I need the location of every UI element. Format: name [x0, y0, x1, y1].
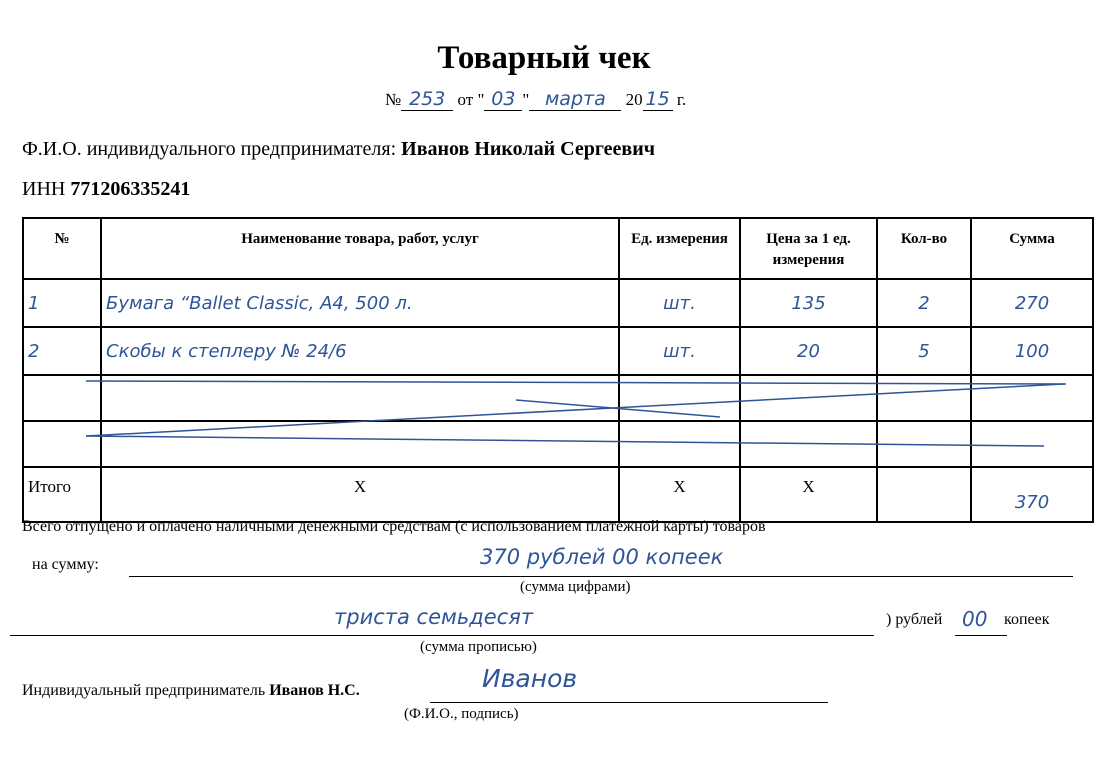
receipt-day: 03 — [491, 88, 516, 110]
rubles-label: ) рублей — [886, 611, 943, 628]
sum-words-line — [10, 635, 874, 636]
signer-name: Иванов Н.С. — [269, 682, 360, 699]
row-unit: шт. — [619, 327, 740, 375]
total-name: X — [101, 467, 619, 522]
signature: Иванов — [482, 664, 578, 693]
sum-words: триста семьдесят — [334, 605, 534, 629]
kopecks-line — [955, 635, 1007, 636]
year-prefix: 20 — [625, 90, 643, 109]
kopecks-value: 00 — [962, 607, 988, 631]
inn-value: 771206335241 — [70, 178, 191, 200]
sum-label: на сумму: — [32, 556, 99, 573]
header-sum: Сумма — [971, 218, 1093, 279]
row-sum: 100 — [971, 327, 1093, 375]
header-no: № — [23, 218, 101, 279]
signature-caption: (Ф.И.О., подпись) — [404, 706, 519, 722]
header-qty: Кол-во — [877, 218, 971, 279]
fio-value: Иванов Николай Сергеевич — [401, 138, 656, 160]
sum-digits: 370 рублей 00 копеек — [480, 545, 724, 569]
from-label: от " — [457, 90, 485, 109]
number-label: № — [385, 90, 402, 109]
receipt-month: марта — [544, 88, 606, 110]
row-sum: 270 — [971, 279, 1093, 327]
receipt-number: 253 — [409, 88, 446, 110]
fio-label: Ф.И.О. индивидуального предпринимателя: — [22, 138, 397, 160]
receipt-year: 15 — [645, 88, 670, 110]
quote-close: " — [522, 90, 530, 109]
header-unit: Ед. измерения — [619, 218, 740, 279]
released-text: Всего отпущено и оплачено наличными денежными средствам (с использованием платежной карты) товаров — [22, 518, 766, 535]
signature-line — [430, 702, 828, 703]
inn-label: ИНН — [22, 178, 66, 200]
signer-label: Индивидуальный предприниматель — [22, 682, 266, 699]
sum-digits-line — [129, 576, 1073, 577]
row-qty: 5 — [877, 327, 971, 375]
receipt-title: Товарный чек — [437, 40, 651, 76]
total-price: X — [740, 467, 877, 522]
total-unit: X — [619, 467, 740, 522]
row-price: 135 — [740, 279, 877, 327]
total-sum: 370 — [971, 467, 1093, 522]
row-name: Бумага “Ballet Classic, А4, 500 л. — [101, 279, 619, 327]
total-label: Итого — [23, 467, 101, 522]
row-price: 20 — [740, 327, 877, 375]
row-qty: 2 — [877, 279, 971, 327]
kopecks-label: копеек — [1004, 611, 1050, 628]
row-no: 2 — [23, 327, 101, 375]
signer — [22, 682, 360, 700]
header-price: Цена за 1 ед. измерения — [740, 218, 877, 279]
year-label: г. — [676, 90, 687, 109]
row-name: Скобы к степлеру № 24/6 — [101, 327, 619, 375]
sum-words-caption: (сумма прописью) — [420, 639, 537, 655]
row-unit: шт. — [619, 279, 740, 327]
sum-digits-caption: (сумма цифрами) — [520, 579, 631, 595]
row-no: 1 — [23, 279, 101, 327]
header-name: Наименование товара, работ, услуг — [101, 218, 619, 279]
